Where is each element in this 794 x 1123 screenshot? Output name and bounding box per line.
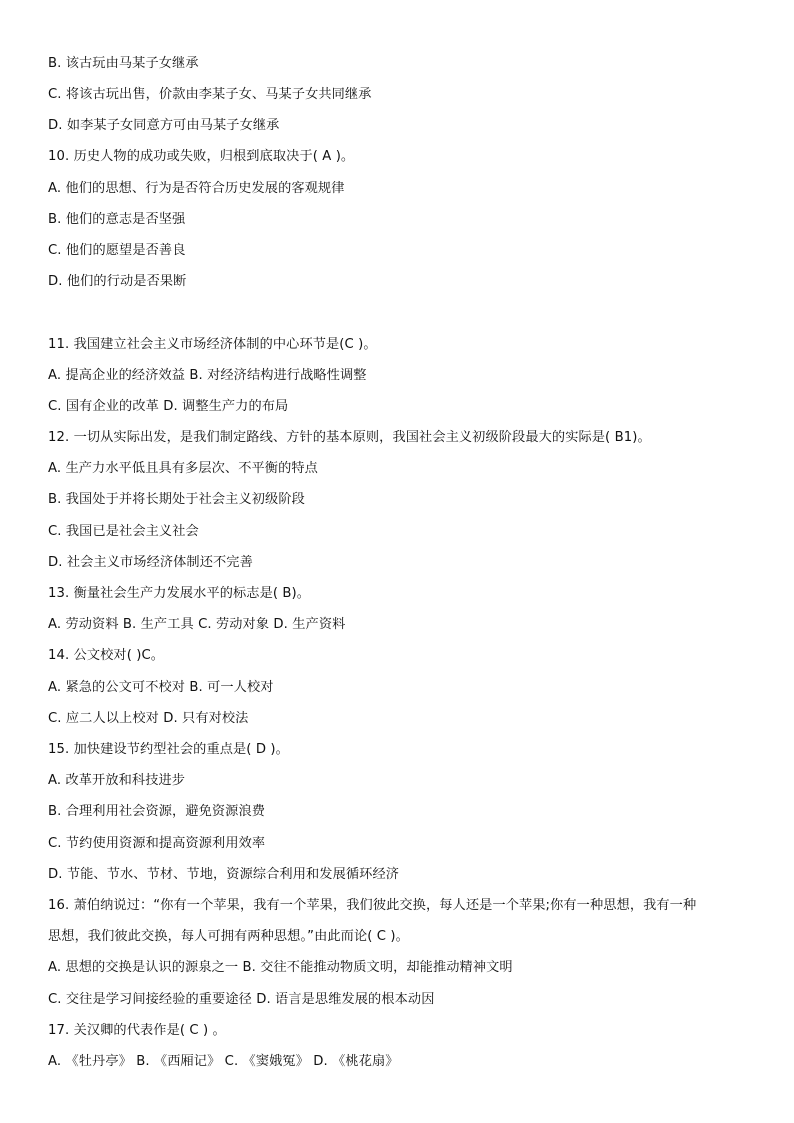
question-11: 11. 我国建立社会主义市场经济体制的中心环节是(C )。 bbox=[48, 337, 377, 352]
question-14-options-a-b: A. 紧急的公文可不校对 B. 可一人校对 bbox=[48, 680, 274, 695]
question-15-option-b: B. 合理利用社会资源，避免资源浪费 bbox=[48, 804, 266, 819]
question-11-options-c-d: C. 国有企业的改革 D. 调整生产力的布局 bbox=[48, 399, 289, 414]
question-14-options-c-d: C. 应二人以上校对 D. 只有对校法 bbox=[48, 711, 249, 726]
question-10-option-d: D. 他们的行动是否果断 bbox=[48, 274, 187, 289]
question-11-options-a-b: A. 提高企业的经济效益 B. 对经济结构进行战略性调整 bbox=[48, 368, 367, 383]
question-10: 10. 历史人物的成功或失败，归根到底取决于( A )。 bbox=[48, 149, 355, 164]
question-17: 17. 关汉卿的代表作是( C ) 。 bbox=[48, 1023, 226, 1038]
question-12-option-a: A. 生产力水平低且具有多层次、不平衡的特点 bbox=[48, 461, 318, 476]
question-12-option-d: D. 社会主义市场经济体制还不完善 bbox=[48, 555, 253, 570]
question-13-options: A. 劳动资料 B. 生产工具 C. 劳动对象 D. 生产资料 bbox=[48, 617, 346, 632]
question-12: 12. 一切从实际出发，是我们制定路线、方针的基本原则，我国社会主义初级阶段最大的实际是( B1)。 bbox=[48, 430, 651, 445]
question-12-option-c: C. 我国已是社会主义社会 bbox=[48, 524, 199, 539]
question-10-option-a: A. 他们的思想、行为是否符合历史发展的客观规律 bbox=[48, 181, 345, 196]
question-10-option-c: C. 他们的愿望是否善良 bbox=[48, 243, 186, 258]
option-c-antique-sold-shared-inheritance: C. 将该古玩出售，价款由李某子女、马某子女共同继承 bbox=[48, 87, 372, 102]
question-12-option-b: B. 我国处于并将长期处于社会主义初级阶段 bbox=[48, 492, 305, 507]
question-15: 15. 加快建设节约型社会的重点是( D )。 bbox=[48, 742, 289, 757]
question-16-line-1: 16. 萧伯纳说过：“你有一个苹果，我有一个苹果，我们彼此交换，每人还是一个苹果;你有一种思想，我有一种 bbox=[48, 898, 697, 913]
option-d-conditional-inheritance: D. 如李某子女同意方可由马某子女继承 bbox=[48, 118, 280, 133]
question-13: 13. 衡量社会生产力发展水平的标志是( B)。 bbox=[48, 586, 311, 601]
question-14: 14. 公文校对( )C。 bbox=[48, 648, 165, 663]
question-16-line-2: 思想，我们彼此交换，每人可拥有两种思想。”由此而论( C )。 bbox=[48, 929, 409, 944]
question-15-option-d: D. 节能、节水、节材、节地，资源综合利用和发展循环经济 bbox=[48, 867, 400, 882]
question-10-option-b: B. 他们的意志是否坚强 bbox=[48, 212, 186, 227]
question-15-option-a: A. 改革开放和科技进步 bbox=[48, 773, 186, 788]
question-17-options: A. 《牡丹亭》 B. 《西厢记》 C. 《窦娥冤》 D. 《桃花扇》 bbox=[48, 1054, 399, 1069]
question-16-options-a-b: A. 思想的交换是认识的源泉之一 B. 交往不能推动物质文明，却能推动精神文明 bbox=[48, 960, 513, 975]
question-16-options-c-d: C. 交往是学习间接经验的重要途径 D. 语言是思维发展的根本动因 bbox=[48, 992, 435, 1007]
question-15-option-c: C. 节约使用资源和提高资源利用效率 bbox=[48, 836, 266, 851]
option-b-antique-inherited-by-ma-children: B. 该古玩由马某子女继承 bbox=[48, 56, 199, 71]
